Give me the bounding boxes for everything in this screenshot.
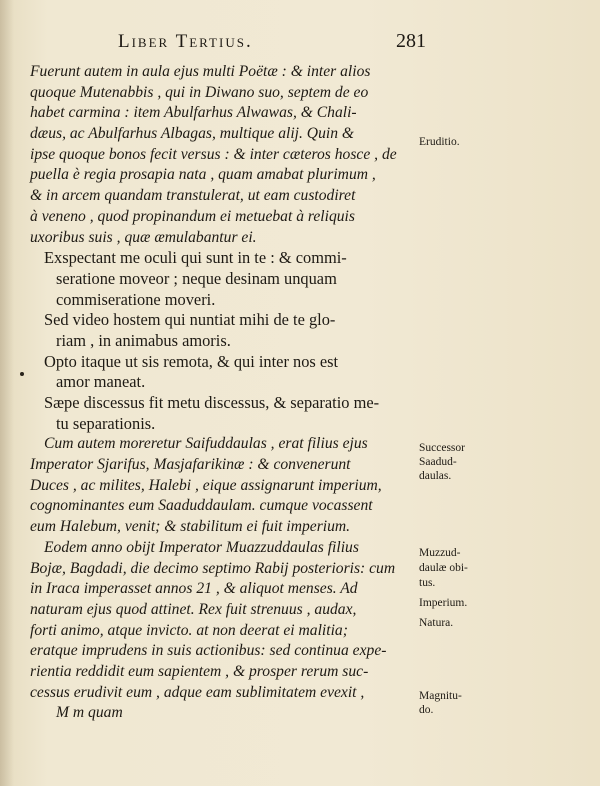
- marginal-note-magnitu: Magnitu-: [419, 690, 462, 702]
- text-line: naturam ejus quod attinet. Rex fuit strenuus , audax,: [30, 600, 357, 618]
- text-line: riam , in animabus amoris.: [56, 330, 231, 350]
- marginal-note-saadud: Saadud-: [419, 456, 457, 468]
- text-line: ipse quoque bonos fecit versus : & inter cæteros hosce , de: [30, 145, 397, 163]
- text-line: à veneno , quod propinandum ei metuebat à reliquis: [30, 207, 355, 225]
- text-line: seratione moveor ; neque desinam unquam: [56, 268, 337, 288]
- text-line: Sæpe discessus fit metu discessus, & separatio me-: [44, 393, 380, 412]
- text-line: forti animo, atque invicto. at non deerat ei malitia;: [30, 621, 348, 639]
- body-text: [30, 62, 414, 724]
- text-line: cessus erudivit eum , adque eam sublimitatem evexit ,: [30, 683, 365, 701]
- text-line: in Iraca imperasset annos 21 , & aliquot menses. Ad: [30, 580, 358, 598]
- marginal-note-muzzud: Muzzud-: [419, 547, 461, 559]
- text-line: uxoribus suis , quæ æmulabantur ei.: [30, 228, 257, 246]
- page-number: 281: [396, 30, 426, 52]
- marginal-note-daulae-obi: daulæ obi-: [419, 562, 468, 574]
- marginal-note-imperium: Imperium.: [419, 597, 468, 609]
- margin-dot: [20, 372, 24, 376]
- text-line: eum Halebum, venit; & stabilitum ei fuit imperium.: [30, 518, 351, 536]
- marginal-note-successor: Successor: [419, 442, 465, 454]
- marginal-note-natura: Natura.: [419, 617, 454, 629]
- text-line: Exspectant me oculi qui sunt in te : & commi-: [44, 248, 347, 268]
- text-line: Sed video hostem qui nuntiat mihi de te glo-: [44, 310, 336, 330]
- text-line: Imperator Sjarifus, Masjafarikinæ : & convenerunt: [30, 456, 351, 474]
- text-line: eratque imprudens in suis actionibus: sed continua expe-: [30, 642, 387, 660]
- text-line: Eodem anno obijt Imperator Muazzuddaulas filius: [44, 538, 359, 556]
- text-line: dæus, ac Abulfarhus Albagas, multique alij. Quin &: [30, 125, 355, 143]
- running-header-title: Liber Tertius.: [118, 31, 253, 52]
- marginal-note-eruditio: Eruditio.: [419, 136, 460, 148]
- text-line: Duces , ac milites, Halebi , eique assignarunt imperium,: [30, 476, 382, 494]
- text-line: habet carmina : item Abulfarhus Alwawas, & Chali-: [30, 104, 357, 122]
- text-line: M m quam: [56, 704, 123, 722]
- text-line: cognominantes eum Saaduddaulam. cumque vocassent: [30, 497, 373, 515]
- text-line: amor maneat.: [56, 372, 146, 392]
- text-line: tu separationis.: [56, 413, 156, 433]
- text-line: Cum autem moreretur Saifuddaulas , erat filius ejus: [44, 435, 368, 453]
- text-line: commiseratione moveri.: [56, 289, 216, 309]
- text-line: puella è regia prosapia nata , quam amabat plurimum ,: [30, 166, 376, 184]
- text-line: quoque Mutenabbis , qui in Diwano suo, septem de eo: [30, 83, 369, 101]
- text-line: Bojæ, Bagdadi, die decimo septimo Rabij posterioris: cum: [30, 559, 396, 577]
- page-gutter-shadow: [0, 0, 14, 786]
- marginal-note-do: do.: [419, 704, 434, 716]
- text-line: Opto itaque ut sis remota, & qui inter nos est: [44, 351, 339, 371]
- marginal-note-tus: tus.: [419, 577, 436, 589]
- marginal-note-daulas: daulas.: [419, 470, 452, 482]
- text-line: & in arcem quandam transtulerat, ut eam custodiret: [30, 187, 356, 205]
- text-line: rientia reddidit eum sapientem , & prosper rerum suc-: [30, 662, 369, 680]
- text-line: Fuerunt autem in aula ejus multi Poëtæ : & inter alios: [30, 63, 371, 80]
